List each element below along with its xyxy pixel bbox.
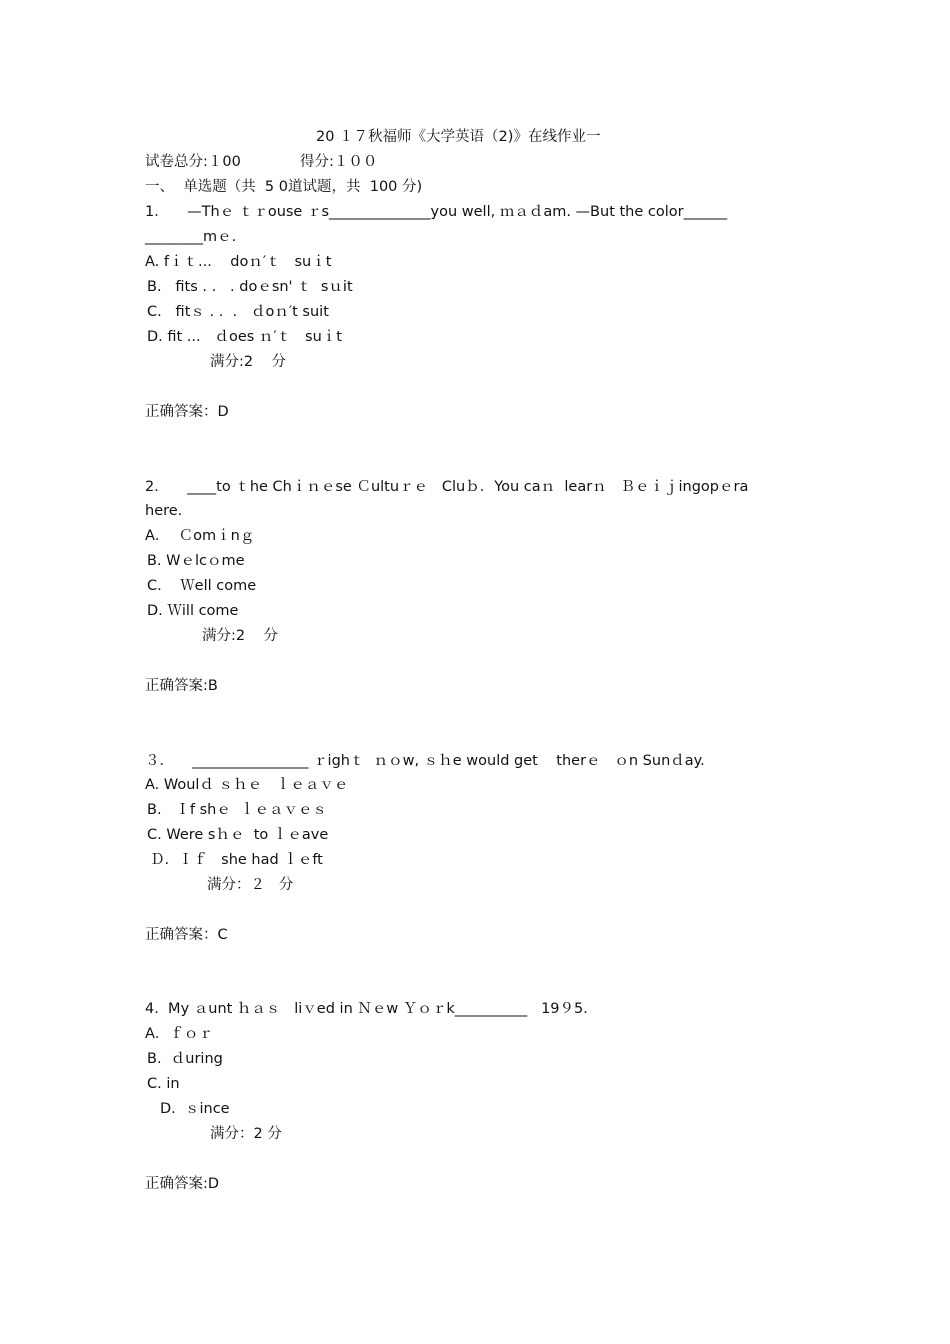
question-3-text: ３． ________________ ｒighｔ ｎｏw, ｓｈe would get therｅ ｏn Sunｄay.: [145, 753, 705, 769]
question-3-option-d: Ｄ. Ｉｆ she had ｌｅft: [150, 852, 323, 868]
question-2-option-c: C. Ｗell come: [147, 578, 257, 594]
question-3-option-b: B. Ｉf shｅ ｌｅａｖｅｓ: [147, 802, 328, 818]
section-heading: 一、 单选题（共 5 0道试题，共 100 分): [145, 179, 423, 195]
question-1-text-cont: ________mｅ.: [145, 229, 237, 245]
question-2-answer: 正确答案:B: [145, 678, 218, 694]
total-score: 试卷总分:１00: [145, 154, 241, 170]
question-2-option-d: D. Ｗill come: [147, 603, 239, 619]
question-3-option-a: A. Woulｄ ｓｈｅ ｌｅａｖｅ: [145, 777, 349, 793]
question-4-option-b: B. ｄuring: [147, 1051, 223, 1067]
doc-title: 20 １７秋福师《大学英语（2)》在线作业一: [316, 129, 601, 145]
question-1-option-a: A. fｉｔ... doｎ′ｔ suｉt: [145, 254, 332, 270]
question-4-score: 满分：2 分: [210, 1126, 282, 1142]
question-2-score: 满分:2 分: [202, 628, 279, 644]
question-3-answer: 正确答案：C: [145, 927, 228, 943]
question-2-option-a: A． Ｃomｉnｇ: [145, 528, 255, 544]
question-1-option-b: B. fits . . . doｅsn' ｔ sｕit: [147, 279, 353, 295]
question-4-text: 4. My ａunt ｈａｓ liｖed in Ｎｅw Ｙｏｒk__________ 19９5.: [145, 1001, 588, 1017]
question-1-text: 1． —Thｅ ｔｒouse ｒs______________you well, ｍａｄam. —But the color______: [145, 204, 728, 220]
question-4-option-d: D. ｓince: [160, 1101, 230, 1117]
question-2-option-b: B. Wｅlcｏme: [147, 553, 245, 569]
got-score: 得分:１００: [300, 154, 378, 170]
question-2-text-cont: here.: [145, 503, 183, 519]
question-1-answer: 正确答案：D: [145, 404, 229, 420]
question-4-answer: 正确答案:D: [145, 1176, 220, 1192]
question-4-option-a: A．ｆｏｒ: [145, 1026, 213, 1042]
question-3-score: 满分：２ 分: [207, 877, 294, 893]
question-2-text: 2． ____to ｔhe Chｉｎｅse Ｃultuｒｅ Cluｂ．You caｎ learｎ Ｂｅｉｊingopｅra: [145, 479, 749, 495]
question-1-option-c: C. fitｓ . . . ｄoｎ′t suit: [147, 304, 329, 320]
question-1-score: 满分:2 分: [210, 354, 287, 370]
question-1-option-d: D. fit ... ｄoes ｎ′ｔ suｉt: [147, 329, 342, 345]
question-3-option-c: C. Were sｈｅ to ｌｅave: [147, 827, 329, 843]
question-4-option-c: C. in: [147, 1076, 180, 1092]
